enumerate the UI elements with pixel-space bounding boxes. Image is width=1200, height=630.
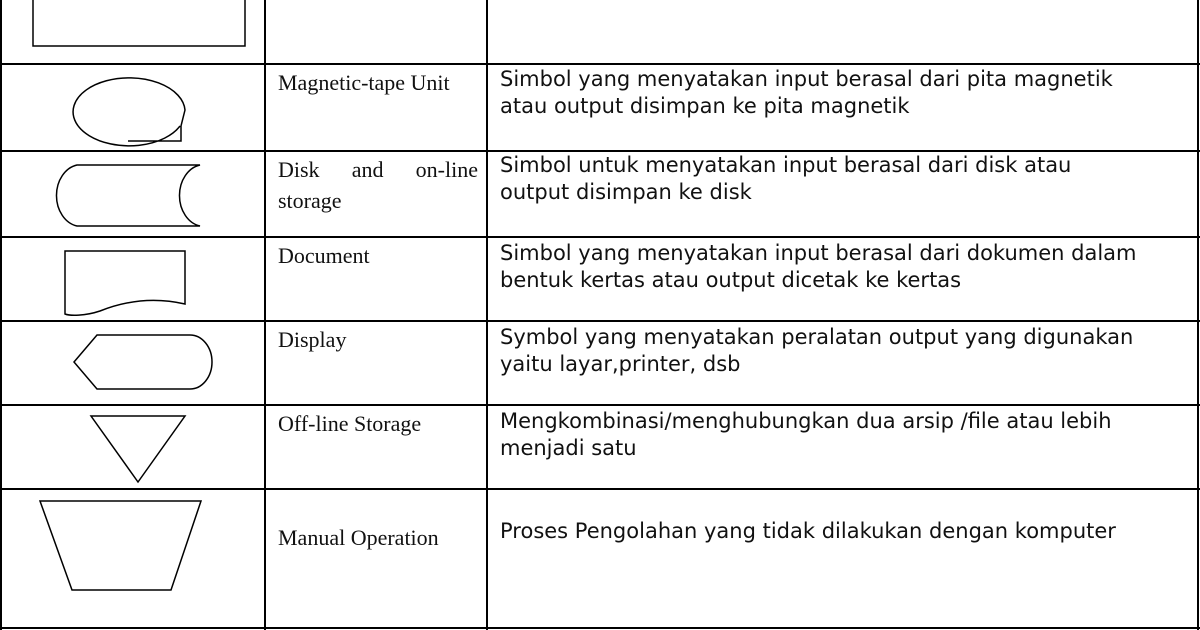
symbol-description [500, 240, 1190, 294]
description-line: bentuk kertas atau output dicetak ke kertas [500, 268, 962, 292]
description-line: yaitu layar,printer, dsb [500, 352, 741, 376]
table-row [0, 320, 1200, 404]
symbol-name: Display [278, 327, 347, 352]
offline-storage-icon [0, 404, 264, 488]
symbol-name: Document [278, 243, 370, 268]
symbol-name: Disk and on-line storage [278, 157, 478, 213]
table-row [0, 150, 1200, 236]
symbol-name: Manual Operation [278, 525, 439, 550]
table-row [0, 404, 1200, 488]
document-icon [0, 236, 264, 320]
table-border-bottom [0, 627, 1200, 629]
description-line: output disimpan ke disk [500, 180, 752, 204]
table-row [0, 236, 1200, 320]
disk-storage-icon [0, 150, 264, 236]
description-line: Simbol yang menyatakan input berasal dari pita magnetik [500, 67, 1113, 91]
description-line: atau output disimpan ke pita magnetik [500, 94, 910, 118]
description-line: Simbol untuk menyatakan input berasal dari disk atau [500, 153, 1072, 177]
symbol-name: Magnetic-tape Unit [278, 70, 450, 95]
symbol-description [500, 66, 1190, 120]
description-line: menjadi satu [500, 436, 637, 460]
table-row [0, 63, 1200, 150]
table-row [0, 488, 1200, 627]
symbol-description [500, 408, 1190, 462]
table-row [0, 0, 1200, 63]
symbol-description [500, 152, 1190, 206]
description-line: Simbol yang menyatakan input berasal dari dokumen dalam [500, 241, 1137, 265]
symbol-description [500, 518, 1190, 545]
display-icon [0, 320, 264, 404]
description-line: Symbol yang menyatakan peralatan output yang digunakan [500, 325, 1134, 349]
description-line: Proses Pengolahan yang tidak dilakukan dengan komputer [500, 519, 1116, 543]
rectangle-symbol-icon [0, 0, 264, 63]
symbol-name: Off-line Storage [278, 411, 422, 436]
manual-operation-icon [0, 488, 264, 627]
magnetic-tape-icon [0, 63, 264, 150]
description-line: Mengkombinasi/menghubungkan dua arsip /file atau lebih [500, 409, 1112, 433]
symbol-description [500, 324, 1190, 378]
